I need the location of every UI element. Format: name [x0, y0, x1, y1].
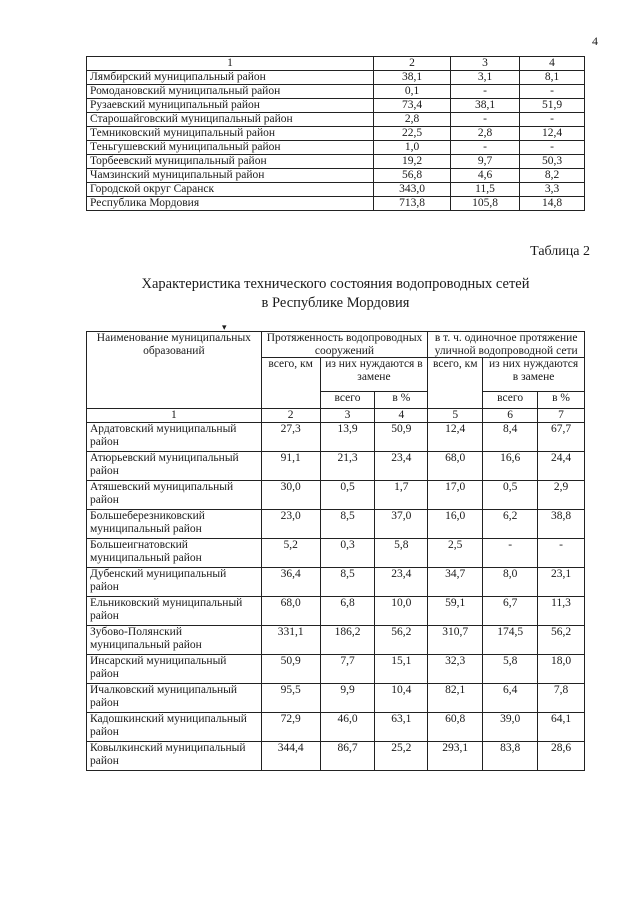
value-cell: 50,9 — [375, 422, 428, 451]
district-name-cell: Темниковский муниципальный район — [87, 127, 374, 141]
value-cell: 72,9 — [261, 712, 320, 741]
value-cell: 82,1 — [428, 683, 483, 712]
value-cell: 343,0 — [374, 183, 451, 197]
table-row — [87, 480, 585, 509]
value-cell: 27,3 — [261, 422, 320, 451]
value-cell: 50,9 — [261, 654, 320, 683]
table-2 — [86, 331, 585, 771]
table-row — [87, 197, 585, 211]
header-percent: в % — [375, 391, 428, 408]
header-single: в т. ч. одиночное протяжение уличной водопроводной сети — [428, 332, 585, 358]
stray-mark: ▾ — [222, 322, 227, 332]
value-cell: 63,1 — [375, 712, 428, 741]
value-cell: 17,0 — [428, 480, 483, 509]
table-row — [87, 169, 585, 183]
value-cell: 8,5 — [320, 567, 375, 596]
value-cell: 6,8 — [320, 596, 375, 625]
header-need-replace: из них нуждаются в замене — [320, 358, 428, 392]
table-row — [87, 155, 585, 169]
district-name-cell: Городской округ Саранск — [87, 183, 374, 197]
table-row — [87, 422, 585, 451]
value-cell: 46,0 — [320, 712, 375, 741]
value-cell: 9,7 — [451, 155, 520, 169]
table-row — [87, 85, 585, 99]
value-cell: 2,9 — [538, 480, 585, 509]
district-name-cell: Ромодановский муниципальный район — [87, 85, 374, 99]
value-cell: 34,7 — [428, 567, 483, 596]
value-cell: 51,9 — [520, 99, 585, 113]
table-row — [87, 567, 585, 596]
value-cell: 8,5 — [320, 509, 375, 538]
value-cell: 7,7 — [320, 654, 375, 683]
value-cell: 83,8 — [483, 741, 538, 770]
value-cell: 11,5 — [451, 183, 520, 197]
district-name-cell: Большеигнатовский муниципальный район — [87, 538, 262, 567]
value-cell: 310,7 — [428, 625, 483, 654]
value-cell: 186,2 — [320, 625, 375, 654]
value-cell: 13,9 — [320, 422, 375, 451]
value-cell: 6,2 — [483, 509, 538, 538]
value-cell: 8,4 — [483, 422, 538, 451]
value-cell: 713,8 — [374, 197, 451, 211]
table-row — [87, 141, 585, 155]
value-cell: 1,0 — [374, 141, 451, 155]
district-name-cell: Теньгушевский муниципальный район — [87, 141, 374, 155]
district-name-cell: Чамзинский муниципальный район — [87, 169, 374, 183]
table-row — [87, 71, 585, 85]
value-cell: - — [483, 538, 538, 567]
column-number: 1 — [87, 409, 262, 423]
district-name-cell: Дубенский муниципальный район — [87, 567, 262, 596]
header-name: Наименование муниципальных образований — [87, 332, 262, 409]
table-row — [87, 99, 585, 113]
value-cell: 23,1 — [538, 567, 585, 596]
table-title — [86, 275, 585, 313]
value-cell: 56,8 — [374, 169, 451, 183]
value-cell: - — [520, 85, 585, 99]
header-total-km: всего, км — [428, 358, 483, 409]
value-cell: 5,8 — [375, 538, 428, 567]
value-cell: - — [520, 113, 585, 127]
value-cell: 8,1 — [520, 71, 585, 85]
value-cell: 0,5 — [483, 480, 538, 509]
column-number: 7 — [538, 409, 585, 423]
table-row — [87, 654, 585, 683]
value-cell: 18,0 — [538, 654, 585, 683]
district-name-cell: Большеберезниковский муниципальный район — [87, 509, 262, 538]
value-cell: 12,4 — [428, 422, 483, 451]
value-cell: - — [451, 141, 520, 155]
value-cell: 11,3 — [538, 596, 585, 625]
table-caption: Таблица 2 — [530, 244, 590, 259]
district-name-cell: Республика Мордовия — [87, 197, 374, 211]
header-length: Протяженность водопроводных сооружений — [261, 332, 428, 358]
header-cell: 2 — [374, 57, 451, 71]
column-number: 4 — [375, 409, 428, 423]
value-cell: 36,4 — [261, 567, 320, 596]
value-cell: 59,1 — [428, 596, 483, 625]
table-header-row — [87, 57, 585, 71]
table-row — [87, 451, 585, 480]
value-cell: 2,8 — [374, 113, 451, 127]
table-row — [87, 596, 585, 625]
value-cell: 12,4 — [520, 127, 585, 141]
value-cell: 105,8 — [451, 197, 520, 211]
table-1 — [86, 56, 585, 211]
value-cell: 23,4 — [375, 567, 428, 596]
value-cell: 24,4 — [538, 451, 585, 480]
value-cell: 60,8 — [428, 712, 483, 741]
table-row — [87, 625, 585, 654]
value-cell: 174,5 — [483, 625, 538, 654]
value-cell: 23,4 — [375, 451, 428, 480]
value-cell: 56,2 — [375, 625, 428, 654]
table-row — [87, 741, 585, 770]
value-cell: 1,7 — [375, 480, 428, 509]
value-cell: 86,7 — [320, 741, 375, 770]
value-cell: 6,4 — [483, 683, 538, 712]
value-cell: 2,5 — [428, 538, 483, 567]
value-cell: 5,8 — [483, 654, 538, 683]
header-row — [87, 332, 585, 358]
value-cell: 344,4 — [261, 741, 320, 770]
district-name-cell: Старошайговский муниципальный район — [87, 113, 374, 127]
district-name-cell: Инсарский муниципальный район — [87, 654, 262, 683]
table-row — [87, 712, 585, 741]
value-cell: 38,1 — [451, 99, 520, 113]
value-cell: 38,8 — [538, 509, 585, 538]
value-cell: 0,5 — [320, 480, 375, 509]
value-cell: 67,7 — [538, 422, 585, 451]
value-cell: - — [451, 113, 520, 127]
value-cell: 32,3 — [428, 654, 483, 683]
value-cell: 14,8 — [520, 197, 585, 211]
table-row — [87, 509, 585, 538]
value-cell: 50,3 — [520, 155, 585, 169]
district-name-cell: Ковылкинский муниципальный район — [87, 741, 262, 770]
value-cell: 22,5 — [374, 127, 451, 141]
column-number: 2 — [261, 409, 320, 423]
value-cell: 8,0 — [483, 567, 538, 596]
column-number: 3 — [320, 409, 375, 423]
value-cell: 30,0 — [261, 480, 320, 509]
column-number: 6 — [483, 409, 538, 423]
value-cell: 6,7 — [483, 596, 538, 625]
value-cell: 28,6 — [538, 741, 585, 770]
header-need-replace: из них нуждаются в замене — [483, 358, 585, 392]
value-cell: - — [451, 85, 520, 99]
header-total-km: всего, км — [261, 358, 320, 409]
district-name-cell: Рузаевский муниципальный район — [87, 99, 374, 113]
column-number-row — [87, 409, 585, 423]
value-cell: 8,2 — [520, 169, 585, 183]
district-name-cell: Лямбирский муниципальный район — [87, 71, 374, 85]
header-cell: 3 — [451, 57, 520, 71]
value-cell: 73,4 — [374, 99, 451, 113]
value-cell: 25,2 — [375, 741, 428, 770]
value-cell: 5,2 — [261, 538, 320, 567]
header-cell: 4 — [520, 57, 585, 71]
value-cell: 293,1 — [428, 741, 483, 770]
district-name-cell: Кадошкинский муниципальный район — [87, 712, 262, 741]
value-cell: 0,1 — [374, 85, 451, 99]
table-row — [87, 683, 585, 712]
value-cell: 68,0 — [261, 596, 320, 625]
value-cell: 21,3 — [320, 451, 375, 480]
value-cell: 10,0 — [375, 596, 428, 625]
district-name-cell: Ардатовский муниципальный район — [87, 422, 262, 451]
district-name-cell: Атюрьевский муниципальный район — [87, 451, 262, 480]
value-cell: 2,8 — [451, 127, 520, 141]
table-title-line: в Республике Мордовия — [261, 294, 410, 311]
district-name-cell: Ичалковский муниципальный район — [87, 683, 262, 712]
value-cell: 95,5 — [261, 683, 320, 712]
header-cell: 1 — [87, 57, 374, 71]
value-cell: - — [538, 538, 585, 567]
table-row — [87, 538, 585, 567]
value-cell: 39,0 — [483, 712, 538, 741]
page-number: 4 — [592, 34, 598, 48]
table-row — [87, 113, 585, 127]
district-name-cell: Атяшевский муниципальный район — [87, 480, 262, 509]
district-name-cell: Ельниковский муниципальный район — [87, 596, 262, 625]
table-row — [87, 183, 585, 197]
value-cell: 56,2 — [538, 625, 585, 654]
value-cell: 10,4 — [375, 683, 428, 712]
table-title-line: Характеристика технического состояния водопроводных сетей — [141, 276, 530, 292]
value-cell: - — [520, 141, 585, 155]
column-number: 5 — [428, 409, 483, 423]
table-row — [87, 127, 585, 141]
value-cell: 3,1 — [451, 71, 520, 85]
header-total: всего — [320, 391, 375, 408]
value-cell: 23,0 — [261, 509, 320, 538]
value-cell: 19,2 — [374, 155, 451, 169]
value-cell: 64,1 — [538, 712, 585, 741]
district-name-cell: Торбеевский муниципальный район — [87, 155, 374, 169]
value-cell: 38,1 — [374, 71, 451, 85]
value-cell: 37,0 — [375, 509, 428, 538]
value-cell: 0,3 — [320, 538, 375, 567]
value-cell: 4,6 — [451, 169, 520, 183]
header-total: всего — [483, 391, 538, 408]
value-cell: 3,3 — [520, 183, 585, 197]
value-cell: 7,8 — [538, 683, 585, 712]
value-cell: 16,6 — [483, 451, 538, 480]
value-cell: 91,1 — [261, 451, 320, 480]
value-cell: 16,0 — [428, 509, 483, 538]
value-cell: 15,1 — [375, 654, 428, 683]
value-cell: 331,1 — [261, 625, 320, 654]
value-cell: 68,0 — [428, 451, 483, 480]
header-percent: в % — [538, 391, 585, 408]
value-cell: 9,9 — [320, 683, 375, 712]
district-name-cell: Зубово-Полянский муниципальный район — [87, 625, 262, 654]
